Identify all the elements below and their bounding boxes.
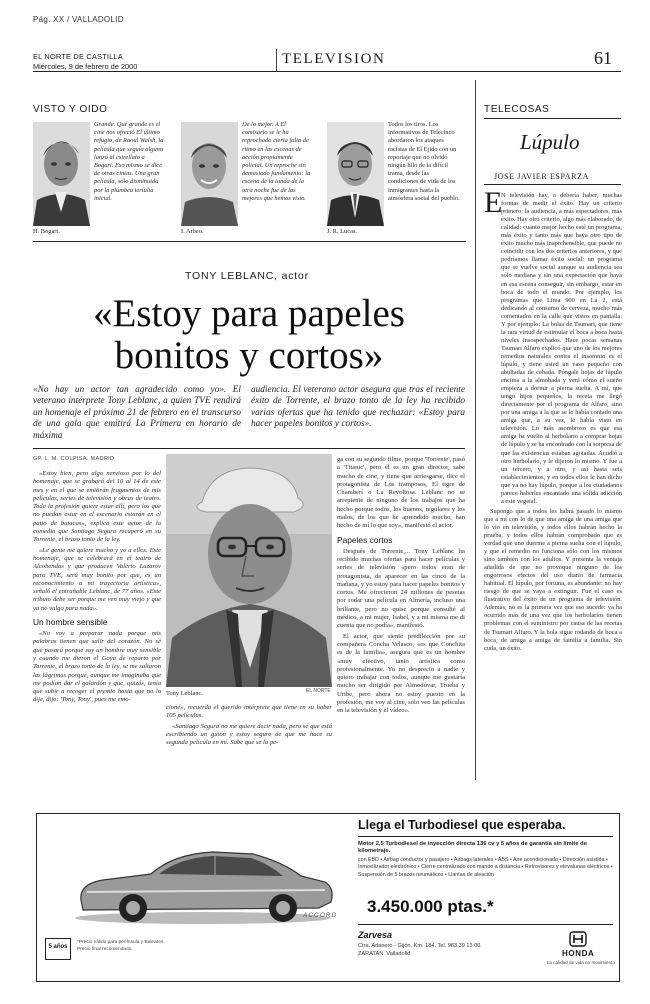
arbeo-photo — [181, 122, 238, 226]
honda-advert[interactable] — [36, 813, 620, 982]
article-col-3 — [337, 456, 465, 804]
honda-slogan: La calidad de vida en movimiento — [546, 960, 615, 965]
ad-feature: ABS — [497, 857, 509, 863]
standfirst-rule — [33, 448, 465, 449]
column-body — [484, 192, 622, 772]
visto-oido-title: VISTO Y OIDO — [33, 104, 108, 115]
ad-features: con EBD • Airbag conductor y pasajero • Airbags laterales • ABS • Aire acondicionado • Dirección asistida • Inmovilizador electrónico • Cierre centralizado con mando a distancia • Retrovisores y elevalunas eléctricos • Suspensión de 5 brazos neumáticos • Llantas de aleación — [358, 857, 613, 878]
ad-feature: Aire acondicionado — [513, 857, 559, 863]
honda-logo-icon — [569, 931, 587, 947]
ad-feature: con EBD — [358, 857, 379, 863]
ad-feature: Airbags laterales — [453, 857, 494, 863]
article-kicker: TONY LEBLANC, actor — [185, 270, 309, 282]
telecosas-rule — [484, 118, 621, 119]
photo-credit: EL NORTE — [306, 688, 331, 694]
header-divider — [276, 49, 277, 71]
photo-caption: Tony Leblanc. — [166, 690, 203, 697]
article-paragraph: cioné», recuerda el querido intérprete que tiene en su haber 105 películas. — [166, 704, 332, 720]
ad-engine-line: Motor 2,5 Turbodiesel de inyección directa 136 cv y 5 años de garantía sin límite de kilometraje. — [358, 841, 587, 855]
header-rule — [33, 71, 621, 72]
byline: GP. L. M. COLPISA. MADRID — [33, 456, 115, 462]
article-paragraph: «Estoy bien, pero algo nervioso por lo del homenaje, que se grabará del 10 al 14 de este mes y en el que se emitirán fragmentos de mis películas, series de televisión y obras de teatro. Toda la profesión quiere estar allí, pero los que no puedan estar en el escenario estarán en el patio de butacas», explica este actor de la comedia que Santiago Segura recuperó en su Torrente, el brazo tonto de la ley. — [33, 470, 161, 544]
article-col-2 — [166, 704, 332, 802]
visto-item-1-text: Grande. Qué grande es el cine nos ofreció El último refugio, de Raoul Walsh, la película que seguía alguno lanzó al estrellato a Bogart. Eso mismo se dice de otras cintas. Una gran película, sólo disminuida por la plúmbea tertulia inicial. — [94, 121, 164, 202]
article-col-1 — [33, 470, 161, 802]
ad-feature: Llantas de aleación — [448, 871, 494, 878]
drop-cap: E — [484, 186, 503, 219]
article-paragraph: «Santiago Segura no me quiere decir nada, pero sé que está escribiendo un guión y estoy seguro de que me hace su segunda película en mí. Sabe que se la pe- — [166, 722, 332, 747]
bogart-photo — [33, 122, 90, 226]
visto-rule — [33, 241, 466, 242]
article-paragraph: ga con su segundo filme, porque 'Torrente', pasó a 'Titanic', pero él es un gran director, sabe mucho de cine, y tiene que arriesgarse, dice el protagonista de Los tramposos, El tigre de Chamberí o La Revoltosa. Leblanc no se arrepiente de ninguno de los trabajos que ha hecho porque todos, los buenos, regulares y los malos, de los que he aprendido mucho, han hecho de mí lo que soy», manifestó el actor. — [337, 456, 465, 530]
telecosas-title: TELECOSAS — [484, 104, 550, 115]
article-standfirst-1: «No hay un actor tan agradecido como yo». El veterano intérprete Tony Leblanc, a quien TVE rendirá un homenaje el próximo 21 de febrero en el transcurso de una gala que emitirá La Primera en horario de máxima — [33, 385, 241, 441]
warranty-badge: 5 años — [45, 938, 71, 960]
ad-rule — [358, 836, 613, 837]
ad-price: 3.450.000 ptas.* — [367, 897, 494, 916]
honda-wordmark: HONDA — [562, 949, 595, 958]
leblanc-photo — [166, 454, 332, 687]
ad-rule-2 — [358, 924, 613, 925]
section-title: TELEVISION — [282, 51, 386, 67]
column-author: JOSE JAVIER ESPARZA — [494, 172, 589, 181]
legal-text-2: Precio final recomendado. — [77, 947, 133, 952]
issue-date: Miércoles, 9 de febrero de 2000 — [33, 62, 138, 71]
visto-item-3-text: Todos los tiros. Los informativos de Telecinco abordaron los ataques racistas de El Ejido con un reportaje que no olvidó ningún hilo de la difícil trama, desde las condiciones de vida de los inmigrantes hasta la atmósfera social del pueblo. — [388, 121, 460, 202]
ad-headline: Llega el Turbodiesel que esperaba. — [358, 818, 566, 832]
dealer-address: Ctra. Adanero - Gijón, Km. 184. Tel. 983 39 13 00. — [358, 943, 482, 949]
ad-feature: Cierre centralizado con mando a distancia — [421, 864, 521, 871]
article-paragraph: «Le gente me quiere mucho y yo a ellos. Este homenaje, que se celebrará en el teatro de Alcobendas y que producen Valerio Lazarov para TVE, será muy bonito por que, es un reconocimiento a mi trayectoria artística», señaló el entrañable Leblanc, de 77 años. «Este tributo debe ser porque me ven muy viejo y que ya no valgo para nada». — [33, 546, 161, 612]
ad-feature: Retrovisores y elevalunas eléctricos — [524, 864, 610, 871]
arbeo-caption: I. Arbeo. — [181, 228, 204, 235]
article-standfirst-2: audiencia. El veterano actor asegura que tras el reciente éxito de Torrente, el brazo tonto de la ley ha recibido varias ofertas que ha tenido que rechazar: «Estoy para hacer papeles bonitos y cortos». — [251, 385, 465, 430]
page-number: 61 — [594, 48, 612, 68]
article-paragraph: El actor, que siente predilección por su compañera Concha Velasco, «es que Conchita es de la familia», asegura que es un hombre «muy efectivo, tanto artística como profesionalmente. Yo no desprecio a nadie y quiero trabajar con todos, aunque me gustaría mucho ser dirigido por Almodóvar, Trueba y Uribe, pero ahora no estoy puesto en la profesión, me voy al cine, sólo veo las películas en la televisión y el vídeo». — [337, 632, 465, 715]
column-divider — [475, 80, 476, 780]
column-title: Lúpulo — [520, 130, 580, 154]
visto-item-2-text: De lo mejor. A El comisario se le ha reprochado cierta falta de ritmo en las escenas de acción propiamente policial. Un reproche sin demasiado fundamento: la escena de la tanda de la otra noche fue de las mejores que hemos visto. — [242, 121, 311, 202]
subhead-2: Papeles cortos — [337, 534, 393, 545]
ad-feature: Inmovilizador electrónico — [358, 864, 417, 871]
article-headline: «Estoy para papeles bonitos y cortos» — [93, 292, 405, 377]
page-folio: Pág. XX / VALLADOLID — [33, 15, 124, 24]
car-model: ACCORD — [303, 912, 338, 919]
dealer-name: Zarvesa — [358, 930, 393, 940]
column-paragraph-1: N televisión hay, o debería haber, muchas formas de medir el éxito. Hay un criterio primero: la audiencia, a más espectadores, más éxito. Hay otro criterio, algo más elaborado, de calidad: cuanto mejor hecho esté un programa, más éxito y tanto más que haya otro tipo de éxito mucho más inaprehensible, que puede no coincidir con los dos criterios anteriores, y que podríamos llamar éxito social: un programa que se vuelve social aunque su audiencia sea sólo mediana y sin una expectación que haya en esa escena conseguir, sin embargo, estar en boca de todo el mundo. Por ejemplo, los programas que Lima 900 en La 2, está dedicando al consumo de cerveza, mucho más comentados en la calle que vistos en pantalla. Y por ejemplo: La bolsa de Tsumari, que tiene la rara virtud de estimular el boca a boca hasta niveles insospechados. Hace pocas semanas Tsumari Alfaro explicó que uno de los mejores remedios naturales contra el insomnio es el lúpulo, y tiene usted un vaso pequeño con abultadas de cebada. Póngale hojas de lúpulo encima a la almohada y verá cómo el sueño empieza a dormir a pierna suelta. A mí, que tengo hijos pequeños, la receta me llegó directamente por el programa de Alfaro, sino por una amiga a la que se lo había contado una amiga que, a su vez, lo había visto en televisión. Lo más asombroso es que esa amiga ha vuelto al herbolario a comprar hojas de lúpulo y se ha encontrado con la sorpresa de que las existencias estaban agotadas. Acudió a otro herbolario, y le dijeron lo mismo. Y fue a un tercero, y a otro, y así hasta seis establecimientos, y en todos ellos le han dicho que ya no hay lúpulo, porque a los ciudadanos parece haberles encantado una sólida adicción a este vegetal. — [501, 192, 622, 505]
article-paragraph: Después de Torrente,... Tony Leblanc ha recibido muchas ofertas para hacer películas y series de televisión «pero todos eran de protagonista, de aparecer en las cinco de la mañana, y yo estoy para hacer papeles bonitos y cortos. Me ofrecieron 24 millones de pesetas por rodar una película en Almería, incluso una brillante, pero no quise porque consulté al médico, a mi mujer, Isabel, y a mi misma me di cuenta que no podía», manifestó. — [337, 547, 465, 630]
dealer-town: ZARATAN. Valladolid — [358, 951, 411, 957]
ad-feature: Airbag conductor y pasajero — [383, 857, 450, 863]
legal-text-1: *Precio válido para península y Baleares. — [77, 940, 165, 945]
author-rule — [484, 184, 621, 185]
newspaper-name: EL NORTE DE CASTILLA — [33, 52, 123, 61]
lucas-photo — [327, 122, 384, 226]
lucas-caption: J. R. Lucas. — [327, 228, 357, 235]
ad-feature: Suspensión de 5 brazos neumáticos — [358, 871, 444, 878]
bogart-caption: H. Bogart. — [33, 228, 60, 235]
ad-feature: Dirección asistida — [562, 857, 605, 863]
column-paragraph-2: Supongo que a todos les habrá pasado lo mismo que a mí con lo de que una amiga de una amiga que lo vio en televisión, y todos ellos habrán hecho la prueba, y todos ellos habrán comprobado que es verdad que uno duerme a pierna suelta con el lúpulo, y que el remedio no funciona sólo con los mismos sino también con los adultos. Y presenta la ventaja añadida de que no provoque ninguno de los engorrosos efectos del uso diario de farmacia habitual. El lúpulo, por fortuna, es abundante: no hay riesgo de que se vaya a extinguir. Fue el caso es ilustrativo del éxito de un programa de televisión. Además, no es la primera vez que eso sucede: ya ha ocurrido más de una vez que los herbolarios tienen problemas con el suministro por causa de las recetas de Tsumari Alfaro. Y la bola sigue rodando de boca a boca, de amiga a amiga de familia a familia. Sin cuda, un éxito. — [484, 507, 622, 652]
article-paragraph: «No voy a preparar nada porque mis palabras tienen que salir del corazón. No sé qué pasará porque soy un hombre muy sensible y cuando me dieron el Goya de reparto por Torrente, el brazo tonto de la ley, se me saltaron las lágrimas porque, aunque me imaginaba que me podían dar el galardón y que, quizás, tenía que subir a recoger el premio hasta que no lo dije, dijo: 'Tony, Tony', pues me emo- — [33, 630, 161, 704]
subhead-1: Un hombre sensible — [33, 617, 108, 628]
car-illustration — [63, 828, 343, 928]
